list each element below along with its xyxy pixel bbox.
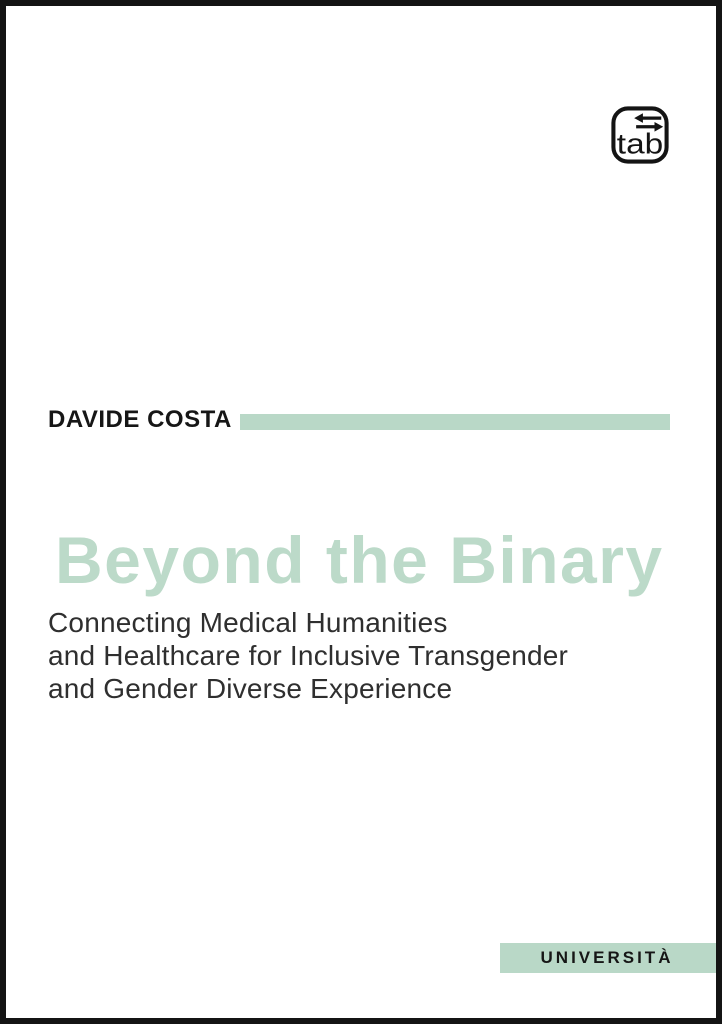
author-name: DAVIDE COSTA	[48, 406, 232, 433]
imprint-label: UNIVERSITÀ	[540, 948, 674, 967]
subtitle-line: and Gender Diverse Experience	[48, 673, 453, 704]
author-accent-bar	[240, 414, 670, 430]
publisher-logo	[611, 106, 669, 164]
arrow-left-icon	[634, 113, 661, 123]
book-subtitle	[48, 606, 568, 705]
imprint-bar	[500, 943, 722, 973]
publisher-wordmark: tab	[616, 128, 664, 161]
tab-logo-graphic	[611, 106, 669, 164]
subtitle-line: Connecting Medical Humanities	[48, 607, 448, 638]
book-title: Beyond the Binary	[55, 523, 664, 597]
subtitle-line: and Healthcare for Inclusive Transgender	[48, 640, 569, 671]
